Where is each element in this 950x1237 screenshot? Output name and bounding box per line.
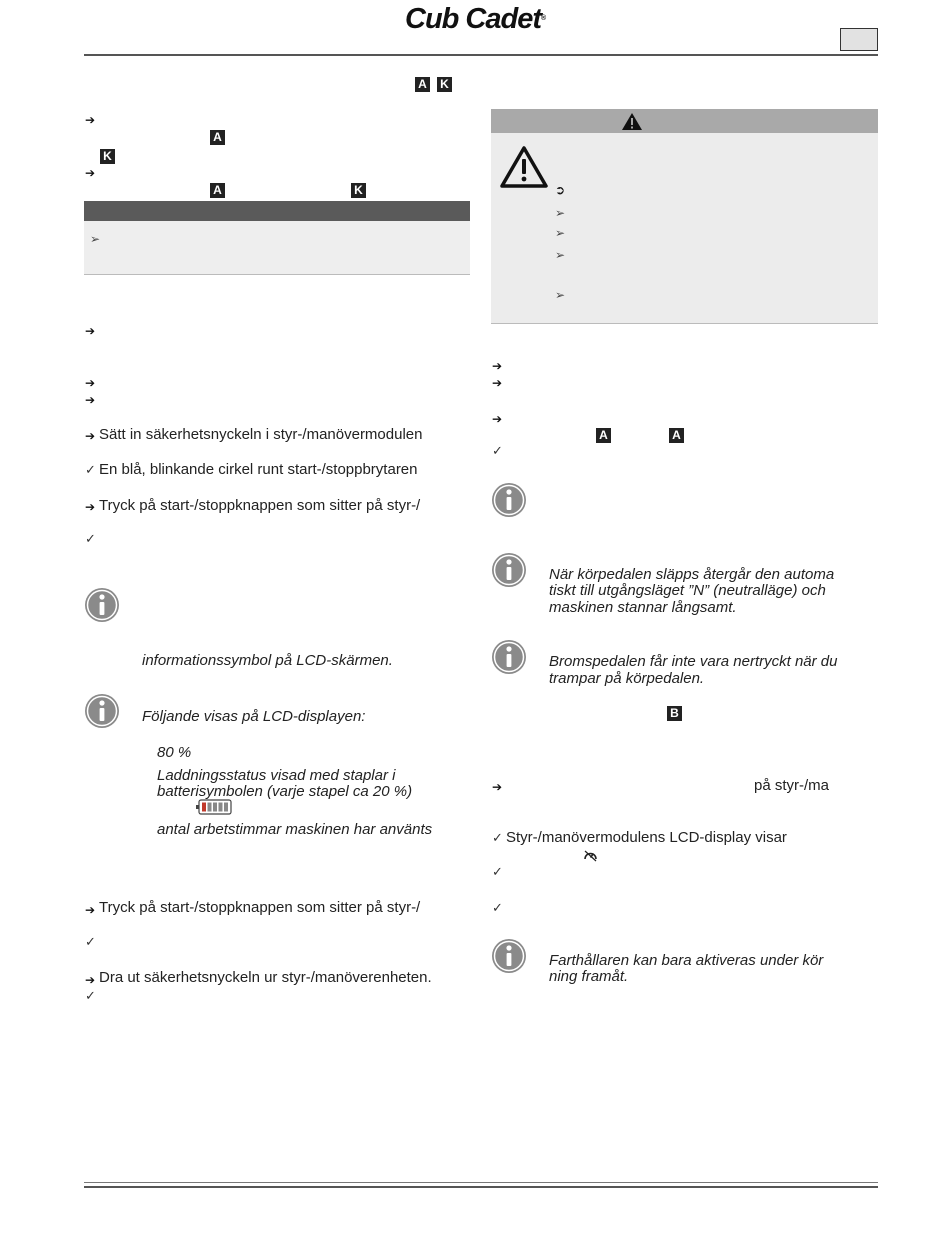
arrow-icon: ➔ <box>85 324 96 338</box>
drive-pedal-line-2: tiskt till utgångsläget ”N” (neutralläge) och <box>549 582 826 599</box>
info-icon <box>491 552 527 588</box>
info-lcd-symbol: informationssymbol på LCD-skärmen. <box>142 652 393 669</box>
check-icon: ✓ <box>85 988 96 1003</box>
chevron-icon: ➢ <box>555 288 566 302</box>
arrow-icon: ➔ <box>85 903 96 917</box>
badge-a: A <box>669 428 684 443</box>
arrow-icon: ➔ <box>492 359 503 373</box>
note-box-body <box>84 221 470 275</box>
note-box-header <box>84 201 470 221</box>
arrow-icon: ➔ <box>492 412 503 426</box>
trademark: ® <box>541 15 546 22</box>
arrow-icon: ➔ <box>85 376 96 390</box>
cruise-control-icon <box>583 849 598 862</box>
brake-pedal-line-2: trampar på körpedalen. <box>549 670 705 687</box>
chevron-icon: ➢ <box>555 226 566 240</box>
cruise-line-1: Farthållaren kan bara aktiveras under kör <box>549 952 824 969</box>
check-icon: ✓ <box>492 864 503 879</box>
chevron-icon: ➢ <box>555 248 566 262</box>
badge-a: A <box>210 130 225 145</box>
arrow-icon: ➔ <box>492 376 503 390</box>
check-icon: ✓ <box>492 830 503 845</box>
info-icon <box>491 482 527 518</box>
step-press-start: Tryck på start-/stoppknappen som sitter på styr-/ <box>99 497 421 514</box>
info-icon <box>491 639 527 675</box>
result-blue-circle: En blå, blinkande cirkel runt start-/stoppbrytaren <box>99 461 418 478</box>
badge-k: K <box>351 183 366 198</box>
battery-icon <box>196 799 232 815</box>
badge-a: A <box>415 77 430 92</box>
lcd-shows: Styr-/manövermodulens LCD-display visar <box>506 829 787 846</box>
warning-box-header <box>491 109 878 133</box>
arrow-icon: ➔ <box>492 780 503 794</box>
check-icon: ✓ <box>85 531 96 546</box>
arrow-icon: ➔ <box>85 973 96 987</box>
arrow-icon: ➔ <box>85 500 96 514</box>
check-icon: ✓ <box>492 900 503 915</box>
drive-pedal-line-3: maskinen stannar långsamt. <box>549 599 737 616</box>
info-icon <box>491 938 527 974</box>
step-insert-key: Sätt in säkerhetsnyckeln i styr-/manövermodulen <box>99 426 423 443</box>
check-icon: ✓ <box>492 443 503 458</box>
value-80-percent: 80 % <box>157 744 192 761</box>
drive-pedal-line-1: När körpedalen släpps återgår den automa <box>549 566 835 583</box>
warning-large-icon <box>499 145 549 189</box>
arrow-icon: ➔ <box>85 429 96 443</box>
info-icon <box>84 587 120 623</box>
circle-arrow-icon: ➲ <box>555 183 566 197</box>
footer-rule-bottom <box>84 1186 878 1188</box>
chevron-icon: ➢ <box>90 232 101 246</box>
badge-k: K <box>437 77 452 92</box>
charge-status-line-1: Laddningsstatus visad med staplar i <box>157 767 396 784</box>
warning-triangle-icon <box>621 112 643 131</box>
badge-k: K <box>100 149 115 164</box>
brand-name: Cub Cadet <box>405 3 541 35</box>
arrow-icon: ➔ <box>85 166 96 180</box>
info-icon <box>84 693 120 729</box>
cruise-line-2: ning framåt. <box>549 968 629 985</box>
check-icon: ✓ <box>85 934 96 949</box>
on-control-text: på styr-/ma <box>754 777 830 794</box>
badge-a: A <box>210 183 225 198</box>
footer-rule-top <box>84 1182 878 1183</box>
arrow-icon: ➔ <box>85 113 96 127</box>
check-icon: ✓ <box>85 462 96 477</box>
brake-pedal-line-1: Bromspedalen får inte vara nertryckt när du <box>549 653 838 670</box>
badge-a: A <box>596 428 611 443</box>
info-following: Följande visas på LCD-displayen: <box>142 708 366 725</box>
arrow-icon: ➔ <box>85 393 96 407</box>
hours-used: antal arbetstimmar maskinen har använts <box>157 821 433 838</box>
charge-status-line-2: batterisymbolen (varje stapel ca 20 %) <box>157 783 413 800</box>
page-language-box <box>840 28 878 51</box>
note-header-bar <box>84 201 470 221</box>
cub-cadet-logo <box>405 2 575 36</box>
header-rule <box>84 54 878 56</box>
step-press-stop: Tryck på start-/stoppknappen som sitter på styr-/ <box>99 899 421 916</box>
badge-b: B <box>667 706 682 721</box>
warning-box-body <box>491 133 878 324</box>
chevron-icon: ➢ <box>555 206 566 220</box>
step-remove-key: Dra ut säkerhetsnyckeln ur styr-/manöverenheten. <box>99 969 432 986</box>
